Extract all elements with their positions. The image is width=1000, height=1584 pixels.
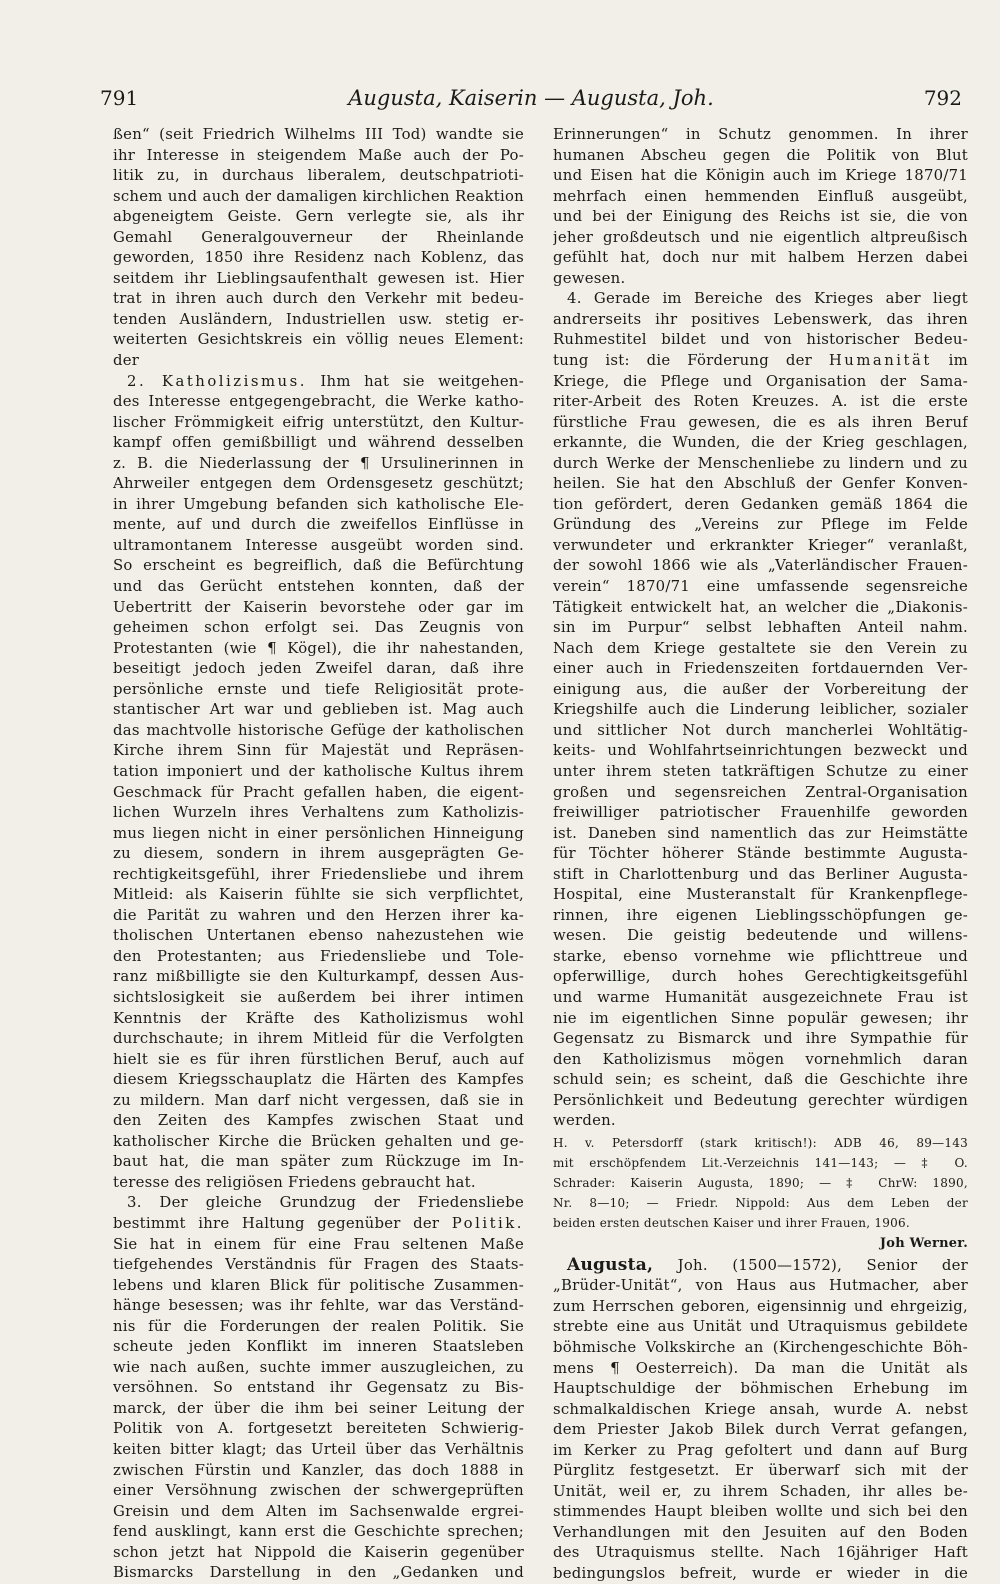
- text-line: rechtigkeitsgefühl, ihrer Friedensliebe und ihrem: [113, 864, 524, 883]
- text-line: Kriege, die Pflege und Organisation der Sama-: [553, 371, 968, 390]
- text-line: Hauptschuldige der böhmischen Erhebung im: [553, 1379, 968, 1398]
- text-line: jeher großdeutsch und nie eigentlich altpreußisch: [553, 227, 968, 246]
- text-line: Bismarcks Darstellung in den „Gedanken und: [113, 1563, 524, 1582]
- text-line: lebens und klaren Blick für politische Zusammen-: [113, 1275, 524, 1294]
- text-line: verein“ 1870/71 eine umfassende segensreiche: [553, 577, 968, 596]
- text-line: mit erschöpfendem Lit.-Verzeichnis 141—143; — ‡ O.: [553, 1155, 968, 1170]
- text-line: für Töchter höherer Stände bestimmte Augusta-: [553, 844, 968, 863]
- text-line: sin im Purpur“ selbst lebhaften Anteil nahm.: [553, 618, 968, 637]
- text-line: keiten bitter klagt; das Urteil über das Verhältnis: [113, 1440, 524, 1458]
- entry-headword: Augusta,: [567, 1254, 654, 1275]
- text-line: Gegensatz zu Bismarck und ihre Sympathie für: [553, 1029, 968, 1048]
- text-line: den Protestanten; aus Friedensliebe und Tole-: [113, 946, 524, 965]
- text-line: trat in ihren auch durch den Verkehr mit bedeu-: [113, 289, 524, 308]
- right-column: [553, 124, 968, 1584]
- text-line: ihr Interesse in steigendem Maße auch der Po-: [113, 145, 524, 164]
- text-line: Sie hat in einem für eine Frau seltenen Maße: [113, 1234, 524, 1253]
- text-line: Unität, weil er, zu ihrem Schaden, ihr alles be-: [553, 1481, 968, 1500]
- politik-label: Politik.: [451, 1213, 524, 1232]
- text-line: gewesen.: [553, 268, 626, 287]
- text-line: fürstliche Frau gewesen, die es als ihren Beruf: [553, 412, 968, 431]
- text-line: diesem Kriegsschauplatz die Härten des Kampfes: [113, 1070, 524, 1089]
- text-line: Verhandlungen mit den Jesuiten auf den Boden: [553, 1522, 968, 1541]
- section-2-first-line: 2. Katholizismus. Ihm hat sie weitgehen-: [127, 371, 524, 390]
- text-line: tation imponiert und der katholische Kultus ihrem: [113, 761, 524, 780]
- section-2-label: 2. Katholizismus.: [127, 371, 307, 390]
- text-line: schon jetzt hat Nippold die Kaiserin gegenüber: [113, 1542, 524, 1561]
- text-line: Geschmack für Pracht gefallen haben, die eigent-: [113, 782, 524, 801]
- text-line: durch Werke der Menschenliebe zu lindern und zu: [553, 453, 968, 472]
- text-line: strebte eine aus Unität und Utraquismus gebildete: [553, 1317, 968, 1336]
- text-line: Ruhmestitel bildet und von historischer Bedeu-: [553, 330, 968, 349]
- text-line: wie nach außen, suchte immer auszugleichen, zu: [113, 1357, 524, 1376]
- text-line: Ahrweiler entgegen dem Ordensgesetz geschützt;: [113, 474, 524, 493]
- text-line: stimmendes Haupt bleiben wollte und sich bei den: [553, 1502, 968, 1521]
- entry-first-line: Augusta, Joh. (1500—1572), Senior der: [567, 1254, 968, 1275]
- text-line: starke, ebenso vornehme wie pflichttreue und: [553, 946, 968, 965]
- text-line: versöhnen. So entstand ihr Gegensatz zu Bis-: [113, 1378, 524, 1397]
- text-line: Kenntnis der Kräfte des Katholizismus wohl: [113, 1008, 524, 1027]
- text-line: zu mildern. Man darf nicht vergessen, daß sie in: [113, 1090, 524, 1109]
- text-line: der sowohl 1866 wie als „Vaterländischer Frauen-: [553, 556, 968, 575]
- paragraph-continued: [113, 124, 524, 371]
- text-line: Mitleid: als Kaiserin fühlte sie sich verpflichtet,: [113, 885, 524, 904]
- text-line: des Interesse entgegengebracht, die Werke katho-: [113, 392, 524, 411]
- text-line: die Parität zu wahren und den Herzen ihrer ka-: [113, 905, 524, 924]
- text-line: schmalkaldischen Kriege ansah, wurde A. nebst: [553, 1399, 968, 1418]
- text-line: „Brüder-Unität“, von Haus aus Hutmacher, aber: [553, 1276, 968, 1295]
- text-line: H. v. Petersdorff (stark kritisch!): ADB 46, 89—143: [553, 1135, 968, 1150]
- paragraph-krieg: [553, 309, 968, 350]
- text-line: heilen. Sie hat den Abschluß der Genfer Konven-: [553, 474, 968, 493]
- text-line: freiwilliger patriotischer Frauenhilfe geworden: [553, 803, 968, 822]
- entry-augusta-joh: [553, 1275, 968, 1583]
- text-line: verwundeter und erkrankter Krieger“ veranlaßt,: [553, 535, 968, 554]
- text-line: ranz mißbilligte sie den Kulturkampf, dessen Aus-: [113, 967, 524, 986]
- text-line: tenden Ausländern, Industriellen usw. stetig er-: [113, 309, 524, 328]
- text-line: abgeneigtem Geiste. Gern verlegte sie, als ihr: [113, 207, 524, 226]
- left-column: [113, 124, 524, 1583]
- text-line: einer auch in Friedenszeiten fortdauernden Ver-: [553, 659, 968, 678]
- text-line: Persönlichkeit und Bedeutung gerechter würdigen: [553, 1090, 968, 1109]
- section-4-first-line: 4. Gerade im Bereiche des Krieges aber liegt: [567, 289, 968, 308]
- text-line: das machtvolle historische Gefüge der katholischen: [113, 720, 524, 739]
- text-line: wesen. Die geistig bedeutende und willens-: [553, 926, 968, 945]
- text-line: lischer Frömmigkeit eifrig unterstützt, den Kultur-: [113, 412, 524, 431]
- text-line: erkannte, die Wunden, die der Krieg geschlagen,: [553, 433, 968, 452]
- text-line: stift in Charlottenburg und das Berliner Augusta-: [553, 864, 968, 883]
- text-line: gefühlt hat, doch nur mit halbem Herzen dabei: [553, 248, 968, 267]
- text-line: und sittlicher Not durch mancherlei Wohltätig-: [553, 720, 968, 739]
- text-line: sichtslosigkeit sie außerdem bei ihrer intimen: [113, 987, 524, 1006]
- paragraph-politik: [113, 1234, 524, 1583]
- text-line: marck, der über die ihm bei seiner Leitung der: [113, 1398, 524, 1417]
- text-line: und das Gerücht entstehen konnten, daß der: [113, 577, 524, 596]
- text-line: fend ausklingt, kann erst die Geschichte sprechen;: [113, 1522, 524, 1541]
- text-line: den Zeiten des Kampfes zwischen Staat und: [113, 1111, 524, 1130]
- text-line: der: [113, 351, 140, 370]
- text-line: mente, auf und durch die zweifellos Einflüsse in: [113, 515, 524, 534]
- text-line: Protestanten (wie ¶ Kögel), die ihr nahestanden,: [113, 638, 524, 657]
- text-line: Pürglitz festgesetzt. Er überwarf sich mit der: [553, 1461, 968, 1480]
- text-line: einer Versöhnung zwischen der schwergeprüften: [113, 1481, 524, 1500]
- text-line: weiterten Gesichtskreis ein völlig neues Element:: [113, 330, 524, 349]
- text-line: zum Herrschen geboren, eigensinnig und ehrgeizig,: [553, 1296, 968, 1315]
- text-line: durchschaute; in ihrem Mitleid für die Verfolgten: [113, 1029, 524, 1048]
- text-line: scheute jeden Konflikt im inneren Staatsleben: [113, 1337, 524, 1356]
- text-line: seitdem ihr Lieblingsaufenthalt gewesen ist. Hier: [113, 268, 524, 287]
- text-line: Nach dem Kriege gestaltete sie den Verein zu: [553, 638, 968, 657]
- text-line: stantischer Art war und geblieben ist. Mag auch: [113, 700, 524, 719]
- text-line: lichen Wurzeln ihres Verhaltens zum Katholizis-: [113, 803, 524, 822]
- humanity-label: Humanität: [828, 351, 932, 370]
- text-line: Tätigkeit entwickelt hat, an welcher die „Diakonis-: [553, 597, 968, 616]
- text-line: rinnen, ihre eigenen Lieblingsschöpfungen ge-: [553, 905, 968, 924]
- text-line: riter-Arbeit des Roten Kreuzes. A. ist die erste: [553, 392, 968, 411]
- text-line: großen und segensreichen Zentral-Organisation: [553, 782, 968, 801]
- text-line: kampf offen gemißbilligt und während desselben: [113, 433, 524, 452]
- text-line: hänge besessen; was ihr fehlte, war das Verständ-: [113, 1296, 524, 1315]
- text-line: litik zu, in durchaus liberalem, deutschpatrioti-: [113, 166, 524, 185]
- text-line: Hospital, eine Musteranstalt für Krankenpflege-: [553, 885, 968, 904]
- text-line: dem Priester Jakob Bilek durch Verrat gefangen,: [553, 1420, 968, 1439]
- text-line: Kriegshilfe auch die Linderung leiblicher, sozialer: [553, 700, 968, 719]
- bibliography: [553, 1133, 968, 1233]
- text-line: und bei der Einigung des Reichs ist sie, die von: [553, 207, 968, 226]
- text-line: tholischen Untertanen ebenso nahezustehen wie: [113, 926, 524, 945]
- text-line: opferwillige, durch hohes Gerechtigkeitsgefühl: [553, 967, 968, 986]
- text-line: geheimen schon erfolgt sei. Das Zeugnis von: [113, 618, 524, 637]
- paragraph-katholizismus: [113, 391, 524, 1192]
- text-line: den Katholizismus mögen vornehmlich daran: [553, 1049, 968, 1068]
- text-line: Nr. 8—10; — Friedr. Nippold: Aus dem Leben der: [553, 1195, 968, 1210]
- text-line: schem und auch der damaligen kirchlichen Reaktion: [113, 186, 524, 205]
- text-line: zu diesem, sondern in ihrem ausgeprägten Ge-: [113, 844, 524, 863]
- text-line: bedingungslos befreit, wurde er wieder in die: [553, 1564, 968, 1582]
- text-line: mus liegen nicht in einer persönlichen Hinneigung: [113, 823, 524, 842]
- text-line: unter ihrem steten tatkräftigen Schutze zu einer: [553, 761, 968, 780]
- text-line: Politik von A. fortgesetzt bereiteten Schwierig-: [113, 1419, 524, 1438]
- text-line: nis für die Forderungen der realen Politik. Sie: [113, 1316, 524, 1335]
- text-line: des Utraquismus stellte. Nach 16jähriger Haft: [553, 1543, 968, 1562]
- text-line: tion gefördert, deren Gedanken gemäß 1864 die: [553, 494, 968, 513]
- paragraph-continued-right: [553, 124, 968, 288]
- text-line: Greisin und dem Alten im Sachsenwalde ergrei-: [113, 1501, 524, 1520]
- text-line: andrerseits ihr positives Lebenswerk, das ihren: [553, 309, 968, 328]
- text-line: zwischen Fürstin und Kanzler, das doch 1888 in: [113, 1460, 524, 1479]
- text-line: ßen“ (seit Friedrich Wilhelms III Tod) wandte sie: [113, 125, 524, 143]
- author-signature: Joh Werner.: [879, 1235, 968, 1251]
- text-line: Erinnerungen“ in Schutz genommen. In ihrer: [553, 125, 968, 143]
- text-line: Kirche ihrem Sinn für Majestät und Repräsen-: [113, 741, 524, 760]
- running-title: Augusta, Kaiserin — Augusta, Joh.: [348, 86, 714, 110]
- text-line: keits- und Wohlfahrtseinrichtungen bezweckt und: [553, 741, 968, 760]
- text-line: ultramontanem Interesse ausgeübt worden sind.: [113, 535, 524, 554]
- paragraph-krieg-cont: [553, 371, 968, 1131]
- text-line: Gemahl Generalgouverneur der Rheinlande: [113, 227, 524, 246]
- text-line: Schrader: Kaiserin Augusta, 1890; — ‡ ChrW: 1890,: [553, 1175, 968, 1190]
- text-line: Gründung des „Vereins zur Pflege im Felde: [553, 515, 968, 534]
- humanity-line: tung ist: die Förderung der Humanität im: [553, 351, 968, 370]
- page-number-right: 792: [923, 86, 962, 110]
- text-line: z. B. die Niederlassung der ¶ Ursulinerinnen in: [113, 453, 524, 472]
- text-line: ist. Daneben sind namentlich das zur Heimstätte: [553, 823, 968, 842]
- text-line: nie im eigentlichen Sinne populär gewesen; ihr: [553, 1008, 968, 1027]
- text-line: schuld sein; es scheint, daß die Geschichte ihre: [553, 1070, 968, 1089]
- text-line: und Eisen hat die Königin auch im Kriege 1870/71: [553, 166, 968, 185]
- text-line: mens ¶ Oesterreich). Da man die Unität als: [553, 1358, 968, 1377]
- text-line: Uebertritt der Kaiserin bevorstehe oder gar im: [113, 597, 524, 616]
- section-3-first-line: 3. Der gleiche Grundzug der Friedensliebe: [127, 1193, 524, 1212]
- text-line: geworden, 1850 ihre Residenz nach Koblenz, das: [113, 248, 524, 267]
- text-line: und warme Humanität ausgezeichnete Frau ist: [553, 987, 968, 1006]
- text-line: katholischer Kirche die Brücken gehalten und ge-: [113, 1131, 524, 1150]
- text-line: werden.: [553, 1111, 616, 1130]
- text-line: beseitigt jedoch jeden Zweifel daran, daß ihre: [113, 659, 524, 678]
- text-line: mehrfach einen hemmenden Einfluß ausgeübt,: [553, 186, 968, 205]
- text-line: teresse des religiösen Friedens gebraucht hat.: [113, 1172, 476, 1191]
- text-line: persönliche ernste und tiefe Religiosität prote-: [113, 679, 524, 698]
- text-line: tiefgehendes Verständnis für Fragen des Staats-: [113, 1255, 524, 1274]
- text-line: baut hat, die man später zum Rückzuge im In-: [113, 1152, 524, 1171]
- text-line: einigung aus, die außer der Vorbereitung der: [553, 679, 968, 698]
- text-line: humanen Abscheu gegen die Politik von Blut: [553, 145, 968, 164]
- text-line: So erscheint es begreiflich, daß die Befürchtung: [113, 556, 524, 575]
- page-number-left: 791: [100, 86, 139, 110]
- running-header: [100, 86, 962, 120]
- text-line: hielt sie es für ihren fürstlichen Beruf, auch auf: [113, 1049, 524, 1068]
- text-line: im Kerker zu Prag gefoltert und dann auf Burg: [553, 1440, 968, 1459]
- section-3-second-line: bestimmt ihre Haltung gegenüber der Politik.: [113, 1213, 524, 1232]
- text-line: böhmische Volkskirche an (Kirchengeschichte Böh-: [553, 1337, 968, 1356]
- text-line: beiden ersten deutschen Kaiser und ihrer Frauen, 1906.: [553, 1215, 910, 1230]
- text-line: in ihrer Umgebung befanden sich katholische Ele-: [113, 494, 524, 513]
